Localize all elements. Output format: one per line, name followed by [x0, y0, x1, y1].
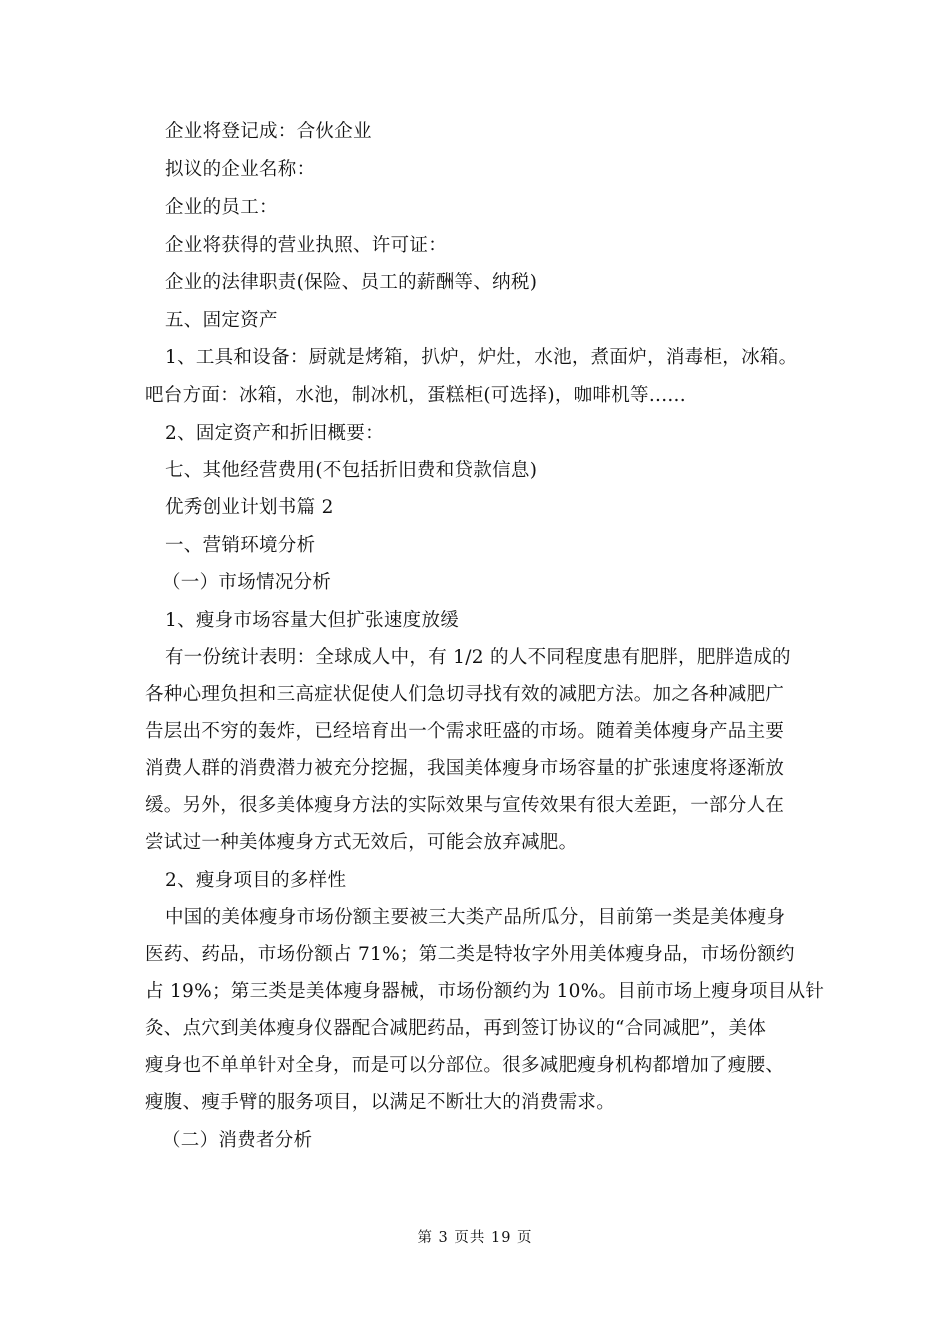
paragraph-line: 占 19%；第三类是美体瘦身器械，市场份额约为 10%。目前市场上瘦身项目从针	[145, 981, 825, 1002]
paragraph-line: 医药、药品，市场份额占 71%；第二类是特妆字外用美体瘦身品，市场份额约	[145, 944, 795, 965]
paragraph-line: 中国的美体瘦身市场份额主要被三大类产品所瓜分，目前第一类是美体瘦身	[165, 907, 786, 928]
text-line: 企业将登记成：合伙企业	[165, 121, 372, 142]
paragraph-line: 告层出不穷的轰炸，已经培育出一个需求旺盛的市场。随着美体瘦身产品主要	[145, 721, 785, 742]
page-footer: 第 3 页共 19 页	[417, 1230, 533, 1246]
text-line: 拟议的企业名称：	[165, 159, 316, 180]
paragraph-line: 各种心理负担和三高症状促使人们急切寻找有效的减肥方法。加之各种减肥广	[145, 684, 785, 705]
text-line: 2、固定资产和折旧概要：	[165, 423, 384, 444]
text-line: 1、瘦身市场容量大但扩张速度放缓	[165, 610, 460, 631]
paragraph-line: 瘦腹、瘦手臂的服务项目，以满足不断壮大的消费需求。	[145, 1092, 616, 1113]
paragraph-line: 缓。另外，很多美体瘦身方法的实际效果与宣传效果有很大差距，一部分人在	[145, 795, 785, 816]
text-line: 企业将获得的营业执照、许可证：	[165, 235, 448, 256]
subsection-heading: （一）市场情况分析	[162, 572, 332, 593]
section-heading: 五、固定资产	[165, 310, 278, 331]
paragraph-line: 有一份统计表明：全球成人中，有 1/2 的人不同程度患有肥胖，肥胖造成的	[165, 647, 791, 668]
section-heading: 一、营销环境分析	[165, 535, 316, 556]
text-line: 吧台方面：冰箱，水池，制冰机，蛋糕柜(可选择)，咖啡机等......	[145, 385, 686, 406]
paragraph-line: 尝试过一种美体瘦身方式无效后，可能会放弃减肥。	[145, 832, 578, 853]
section-heading: 七、其他经营费用(不包括折旧费和贷款信息)	[165, 460, 538, 481]
paragraph-line: 灸、点穴到美体瘦身仪器配合减肥药品，再到签订协议的“合同减肥”，美体	[145, 1018, 767, 1039]
text-line: 2、瘦身项目的多样性	[165, 870, 347, 891]
text-line: 企业的法律职责(保险、员工的薪酬等、纳税)	[165, 272, 538, 293]
text-line: 1、工具和设备：厨就是烤箱，扒炉，炉灶，水池，煮面炉，消毒柜，冰箱。	[165, 347, 798, 368]
paragraph-line: 消费人群的消费潜力被充分挖掘，我国美体瘦身市场容量的扩张速度将逐渐放	[145, 758, 785, 779]
paragraph-line: 瘦身也不单单针对全身，而是可以分部位。很多减肥瘦身机构都增加了瘦腰、	[145, 1055, 785, 1076]
text-line: 企业的员工：	[165, 197, 278, 218]
article-heading: 优秀创业计划书篇 2	[165, 497, 334, 518]
subsection-heading: （二）消费者分析	[162, 1130, 313, 1151]
